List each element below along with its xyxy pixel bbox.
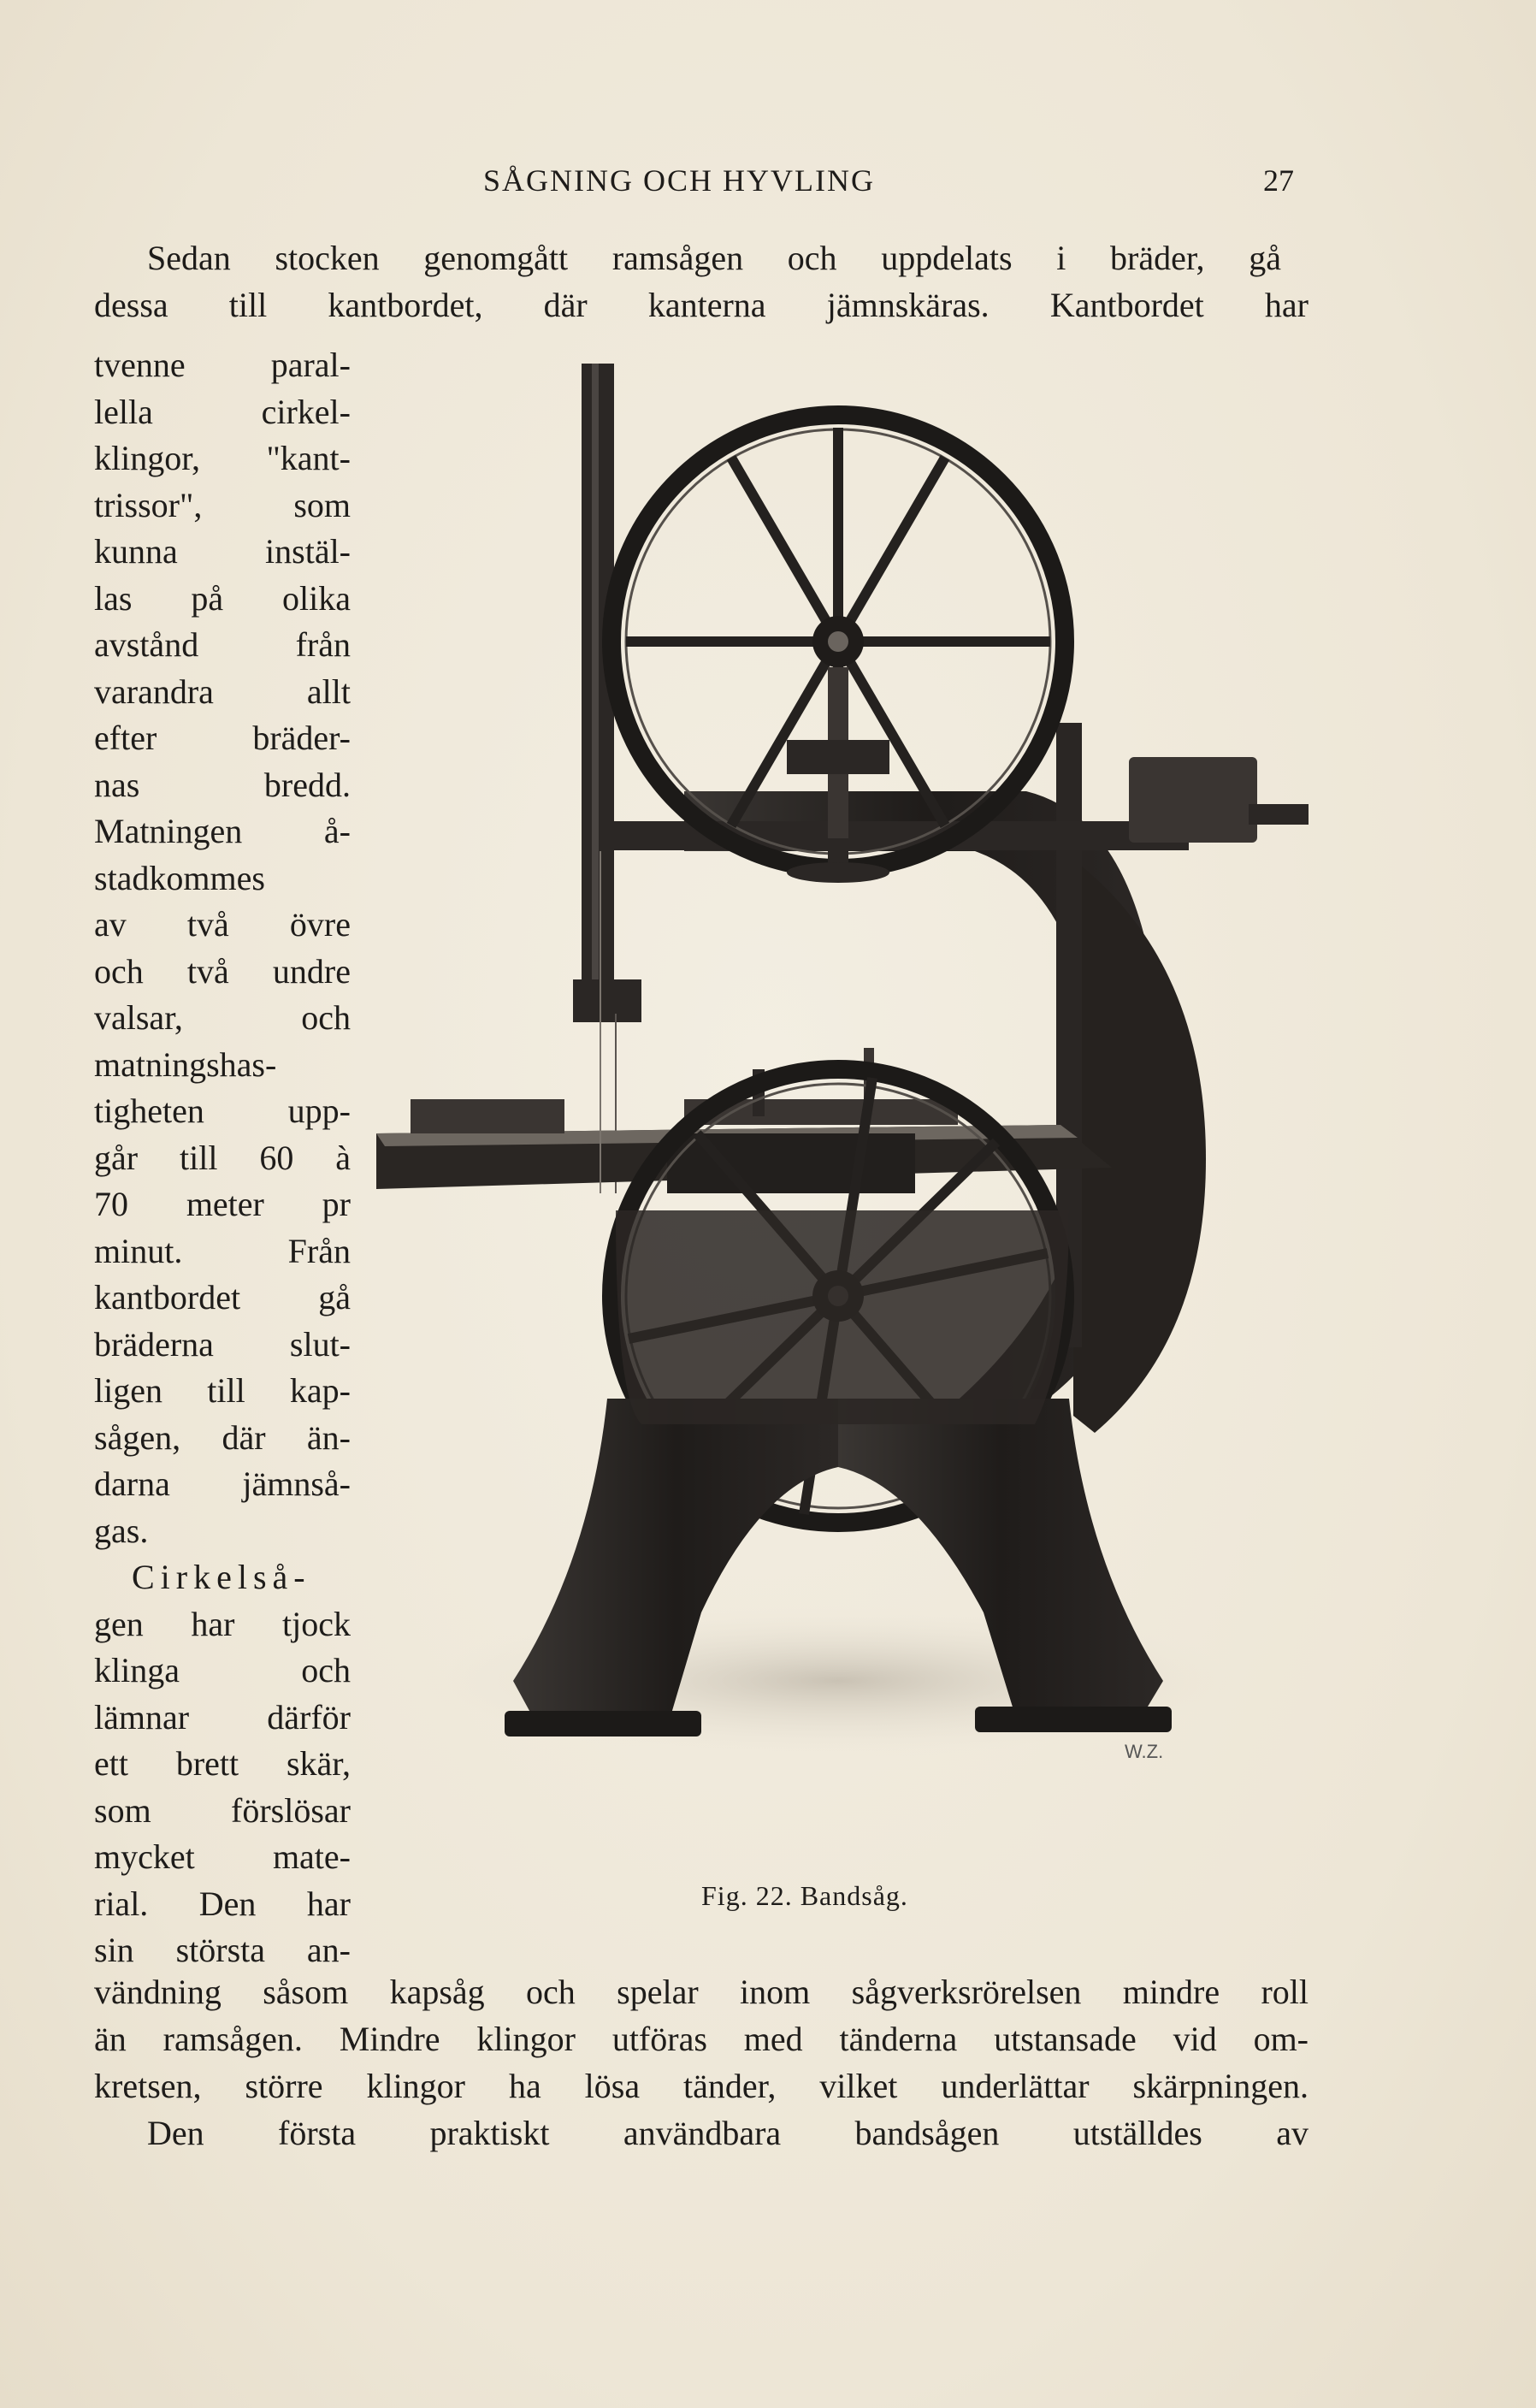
column-line: tigheten upp- [94,1092,351,1130]
column-line: rial. Den har [94,1884,351,1923]
column-line: las på olika [94,578,351,618]
band-saw-drawing [359,346,1309,1766]
column-line: 70 meter pr [94,1185,351,1223]
column-line: trissor", som [94,485,351,524]
column-line: mycket mate- [94,1837,351,1876]
column-line: nas bredd. [94,765,351,804]
column-line: minut. Från [94,1231,351,1270]
column-line: lella cirkel- [94,392,351,431]
paragraph-line-bottom-2: än ramsågen. Mindre klingor utföras med tänderna utstansade vid om- [94,2020,1309,2058]
figure-caption: Fig. 22. Bandsåg. [701,1880,908,1911]
column-line: matningshas- [94,1044,277,1084]
column-line: kunna instäl- [94,532,351,571]
paragraph-line-bottom-1: vändning såsom kapsåg och spelar inom sågverksrörelsen mindre roll [94,1973,1309,2011]
column-line: bräderna slut- [94,1324,351,1364]
column-line: av två övre [94,905,351,944]
column-line: Matningen å- [94,812,351,850]
column-line: stadkommes [94,858,265,897]
column-line: ligen till kap- [94,1371,351,1410]
paragraph-line-bottom-3: kretsen, större klingor ha lösa tänder, vilket underlättar skärpningen. [94,2067,1309,2105]
upper-wheel [611,415,1065,883]
page-number: 27 [1263,163,1294,198]
column-line: kantbordet gå [94,1278,351,1316]
column-line: efter bräder- [94,719,351,757]
paragraph-line-1: Sedan stocken genomgått ramsågen och uppdelats i bräder, gå [147,239,1281,277]
column-line: gas. [94,1511,149,1550]
column-line: går till 60 à [94,1138,351,1177]
column-line: sin största an- [94,1931,351,1969]
column-line: ett brett skär, [94,1744,351,1783]
paragraph-line-2: dessa till kantbordet, där kanterna jämnskäras. Kantbordet har [94,286,1309,324]
column-line: valsar, och [94,998,351,1037]
paragraph-line-bottom-4: Den första praktiskt användbara bandsågen utställdes av [147,2114,1309,2152]
column-line: sågen, där än- [94,1417,351,1457]
engraver-signature: W.Z. [1125,1741,1164,1762]
column-line: som förslösar [94,1790,351,1830]
column-line: lämnar därför [94,1697,351,1736]
running-head: SÅGNING OCH HYVLING [483,163,875,198]
band-saw-illustration [359,346,1309,1766]
column-line: varandra allt [94,672,351,711]
column-line: darna jämnså- [94,1464,351,1503]
column-line: klinga och [94,1651,351,1689]
saw-table [376,1048,1112,1193]
page-header [0,163,1536,205]
text-column-left [94,342,351,1974]
column-line: avstånd från [94,625,351,664]
column-line: tvenne paral- [94,346,351,384]
column-line: och två undre [94,951,351,991]
column-line: gen har tjock [94,1604,351,1643]
column-line: Cirkelså- [132,1558,311,1596]
column-line: klingor, "kant- [94,439,351,477]
